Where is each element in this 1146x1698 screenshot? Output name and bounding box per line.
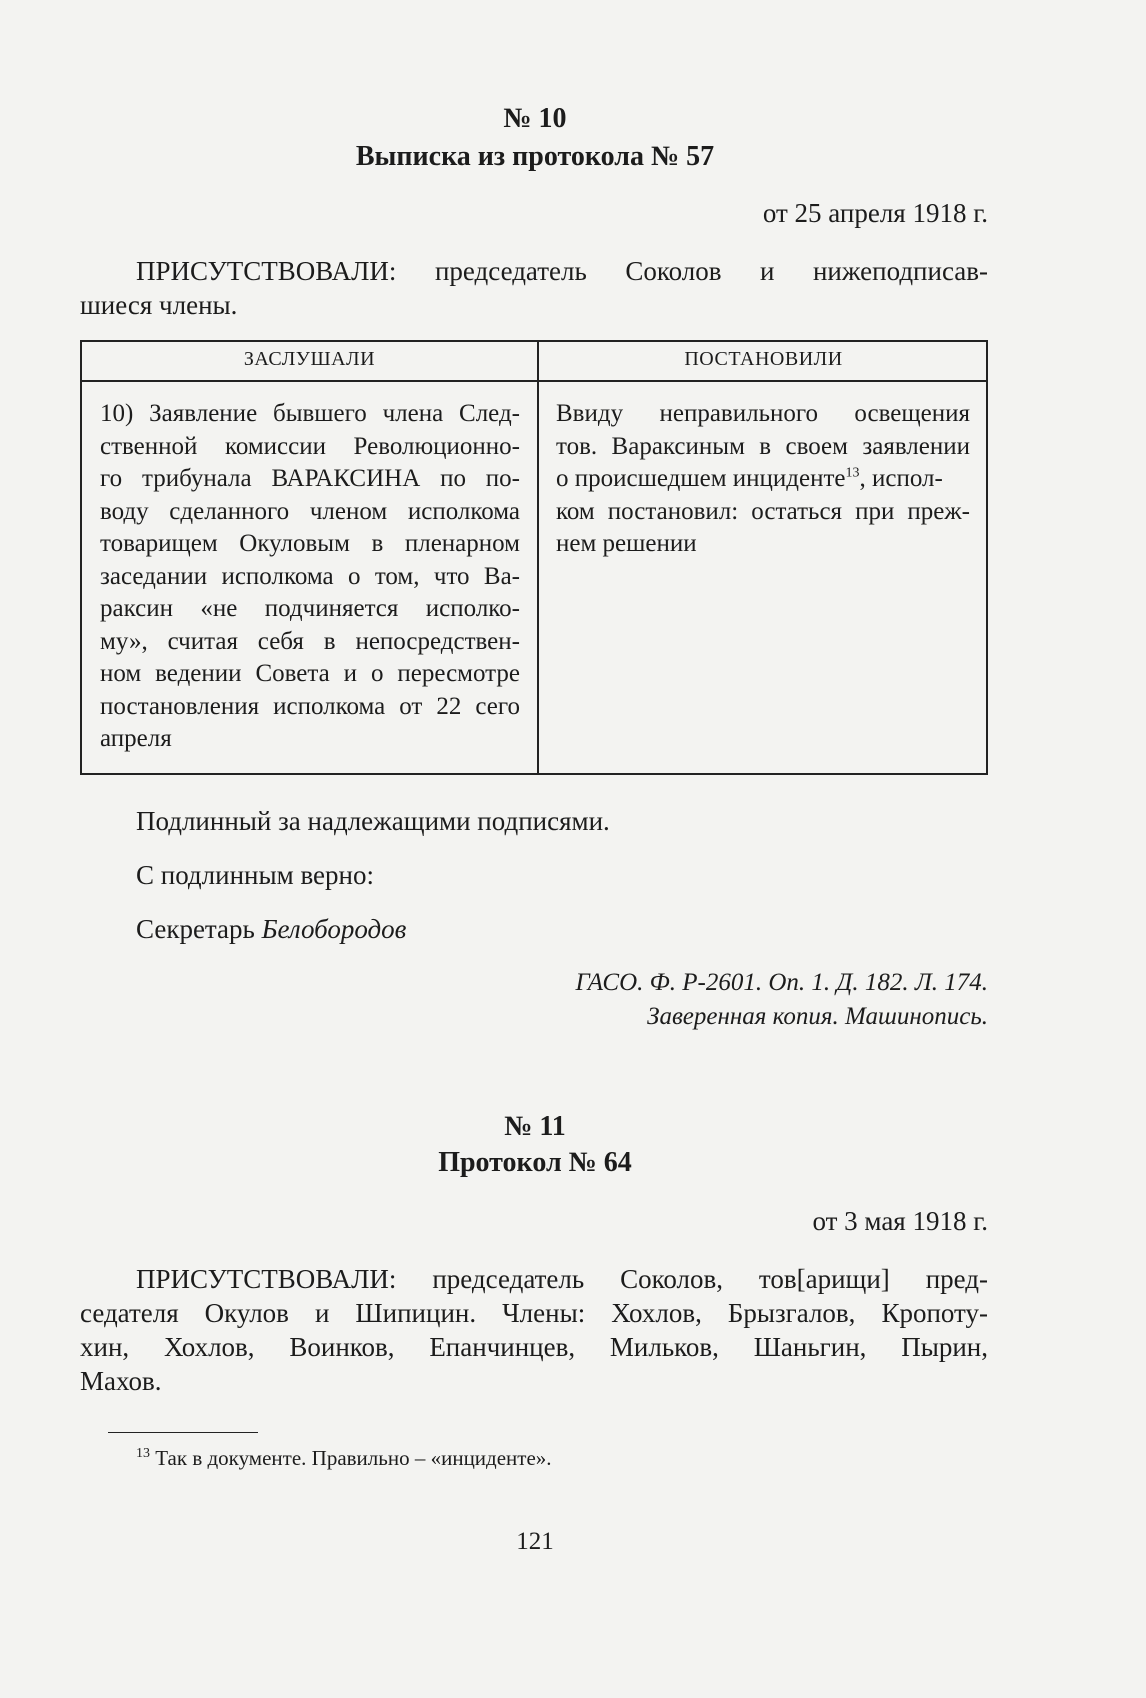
text-line: апреля [100, 725, 172, 752]
text-line: ном ведении Совета и о пересмотре [100, 660, 520, 687]
footnote-ref[interactable]: 13 [845, 465, 860, 481]
text-line: 10) Заявление бывшего члена След- [100, 400, 520, 427]
footnote-number: 13 [136, 1446, 150, 1461]
text-line: шиеся члены. [80, 290, 238, 320]
text-line: седателя Окулов и Шипицин. Члены: Хохлов, Брызгалов, Кропоту- [80, 1298, 988, 1328]
secretary-line [136, 912, 406, 946]
text-line [556, 463, 970, 496]
text-fragment: , испол- [859, 465, 943, 492]
minutes-table [80, 340, 988, 775]
text-line: Ввиду неправильного освещения [556, 400, 970, 427]
document-title: Протокол № 64 [438, 1147, 632, 1178]
text-line: ком постановил: остаться при преж- [556, 497, 970, 525]
text-line: нем решении [556, 530, 697, 557]
text-line: постановления исполкома от 22 сего [100, 692, 520, 720]
document-number: № 10 [503, 103, 567, 134]
document-number: № 11 [504, 1111, 566, 1142]
text-line: Махов. [80, 1366, 162, 1396]
text-line: заседании исполкома о том, что Ва- [100, 562, 520, 590]
certified-note: С подлинным верно: [136, 860, 374, 890]
text-line: раксин «не подчиняется исполко- [100, 595, 520, 622]
page-number: 121 [516, 1528, 554, 1555]
table-cell-resolved [556, 398, 970, 561]
secretary-label: Секретарь [136, 914, 255, 944]
text-line: му», считая себя в непосредствен- [100, 627, 520, 655]
text-line: ПРИСУТСТВОВАЛИ: председатель Соколов и нижеподписав- [136, 256, 988, 286]
present-paragraph [80, 1262, 988, 1398]
footnote-text: Так в документе. Правильно – «инциденте». [155, 1446, 552, 1470]
present-paragraph [80, 254, 988, 322]
table-header-divider [82, 380, 986, 382]
text-line: воду сделанного членом исполкома [100, 497, 520, 525]
table-header-heard: ЗАСЛУШАЛИ [243, 348, 376, 370]
text-line: хин, Хохлов, Воинков, Епанчинцев, Мильков, Шаньгин, Пырин, [80, 1332, 988, 1362]
text-line: тов. Вараксиным в своем заявлении [556, 432, 970, 460]
document-title: Выписка из протокола № 57 [355, 141, 715, 172]
table-column-divider [537, 342, 539, 773]
archive-reference: ГАСО. Ф. Р-2601. Оп. 1. Д. 182. Л. 174. [575, 969, 988, 996]
original-note: Подлинный за надлежащими подписями. [136, 806, 610, 836]
footnote [136, 1446, 552, 1471]
footnote-separator [108, 1432, 258, 1433]
document-date: от 3 мая 1918 г. [812, 1206, 988, 1236]
text-line: ственной комиссии Революционно- [100, 432, 520, 460]
text-line: товарищем Окуловым в пленарном [100, 530, 520, 557]
copy-note: Заверенная копия. Машинопись. [647, 1003, 988, 1030]
table-header-resolved: ПОСТАНОВИЛИ [684, 348, 843, 370]
text-line: ПРИСУТСТВОВАЛИ: председатель Соколов, тов[арищи] пред- [136, 1264, 988, 1294]
document-date: от 25 апреля 1918 г. [762, 198, 988, 228]
secretary-name: Белобородов [261, 914, 407, 944]
text-fragment: о происшедшем инциденте [556, 465, 846, 492]
table-cell-heard [100, 398, 520, 756]
text-line: го трибунала ВАРАКСИНА по по- [100, 465, 520, 492]
